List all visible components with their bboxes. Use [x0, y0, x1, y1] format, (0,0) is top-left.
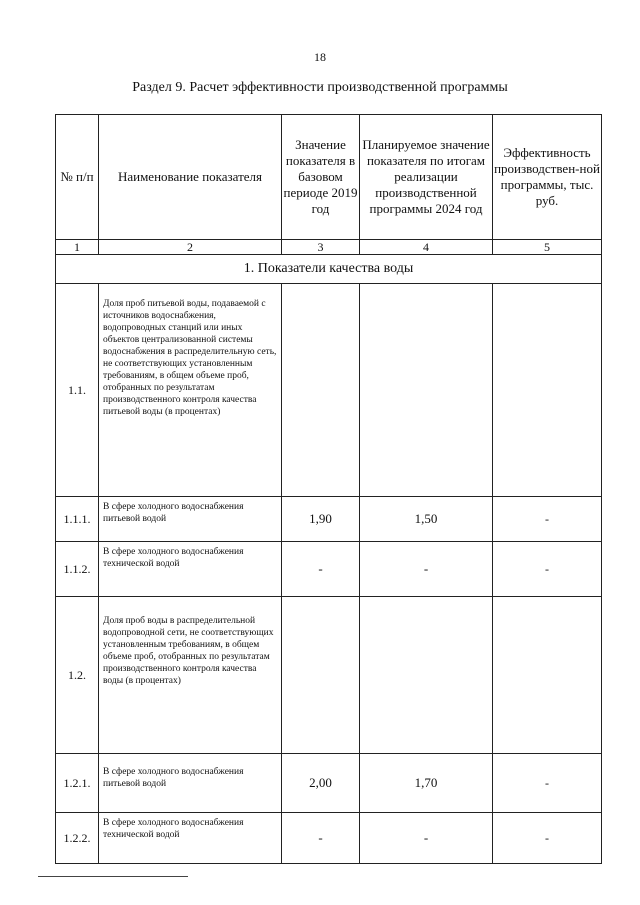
- header-no: № п/п: [56, 115, 99, 240]
- column-number: 5: [493, 240, 602, 255]
- section-header-row: [56, 255, 602, 284]
- table-row: [56, 284, 602, 497]
- row-number: 1.1.: [56, 284, 99, 497]
- table-row: [56, 754, 602, 813]
- row-number: 1.1.1.: [56, 497, 99, 542]
- row-name: В сфере холодного водоснабжения питьевой водой: [99, 497, 282, 542]
- row-planned-value: 1,50: [360, 497, 493, 542]
- page-number: 18: [314, 50, 326, 64]
- row-name: Доля проб воды в распределительной водопроводной сети, не соответствующих установленным требованиям, в общем объеме проб, отобранных по результатам производственного контроля качества воды (в процентах): [99, 597, 282, 754]
- header-efficiency: Эффективность производствен-ной программы, тыс. руб.: [493, 115, 602, 240]
- section-1-title: 1. Показатели качества воды: [56, 255, 602, 284]
- row-planned-value: [360, 284, 493, 497]
- row-number: 1.2.1.: [56, 754, 99, 813]
- row-base-value: -: [282, 542, 360, 597]
- footnote-divider: [38, 876, 188, 877]
- row-planned-value: -: [360, 542, 493, 597]
- efficiency-table: [55, 114, 602, 864]
- row-number: 1.1.2.: [56, 542, 99, 597]
- column-number-row: [56, 240, 602, 255]
- row-planned-value: 1,70: [360, 754, 493, 813]
- table-row: [56, 813, 602, 864]
- row-name: В сфере холодного водоснабжения технической водой: [99, 813, 282, 864]
- row-number: 1.2.: [56, 597, 99, 754]
- row-base-value: [282, 597, 360, 754]
- table-header-row: [56, 115, 602, 240]
- row-efficiency: -: [493, 542, 602, 597]
- header-name: Наименование показателя: [99, 115, 282, 240]
- row-name: Доля проб питьевой воды, подаваемой с источников водоснабжения, водопроводных станций или иных объектов централизованной системы водоснабжения в распределительную сеть, не соответствующих установленным требованиям, в общем объеме проб, отобранных по результатам производственного контроля качества питьевой воды (в процентах): [99, 284, 282, 497]
- section-title: Раздел 9. Расчет эффективности производственной программы: [132, 80, 508, 95]
- header-planned-value: Планируемое значение показателя по итогам реализации производственной программы 2024 год: [360, 115, 493, 240]
- table-row: [56, 497, 602, 542]
- table-row: [56, 597, 602, 754]
- column-number: 2: [99, 240, 282, 255]
- row-base-value: 2,00: [282, 754, 360, 813]
- header-base-value: Значение показателя в базовом периоде 2019 год: [282, 115, 360, 240]
- row-efficiency: -: [493, 497, 602, 542]
- row-efficiency: -: [493, 754, 602, 813]
- row-name: В сфере холодного водоснабжения технической водой: [99, 542, 282, 597]
- row-base-value: [282, 284, 360, 497]
- column-number: 1: [56, 240, 99, 255]
- row-planned-value: -: [360, 813, 493, 864]
- row-number: 1.2.2.: [56, 813, 99, 864]
- row-base-value: 1,90: [282, 497, 360, 542]
- row-planned-value: [360, 597, 493, 754]
- row-efficiency: [493, 597, 602, 754]
- row-base-value: -: [282, 813, 360, 864]
- table-row: [56, 542, 602, 597]
- row-efficiency: -: [493, 813, 602, 864]
- column-number: 4: [360, 240, 493, 255]
- row-efficiency: [493, 284, 602, 497]
- row-name: В сфере холодного водоснабжения питьевой водой: [99, 754, 282, 813]
- column-number: 3: [282, 240, 360, 255]
